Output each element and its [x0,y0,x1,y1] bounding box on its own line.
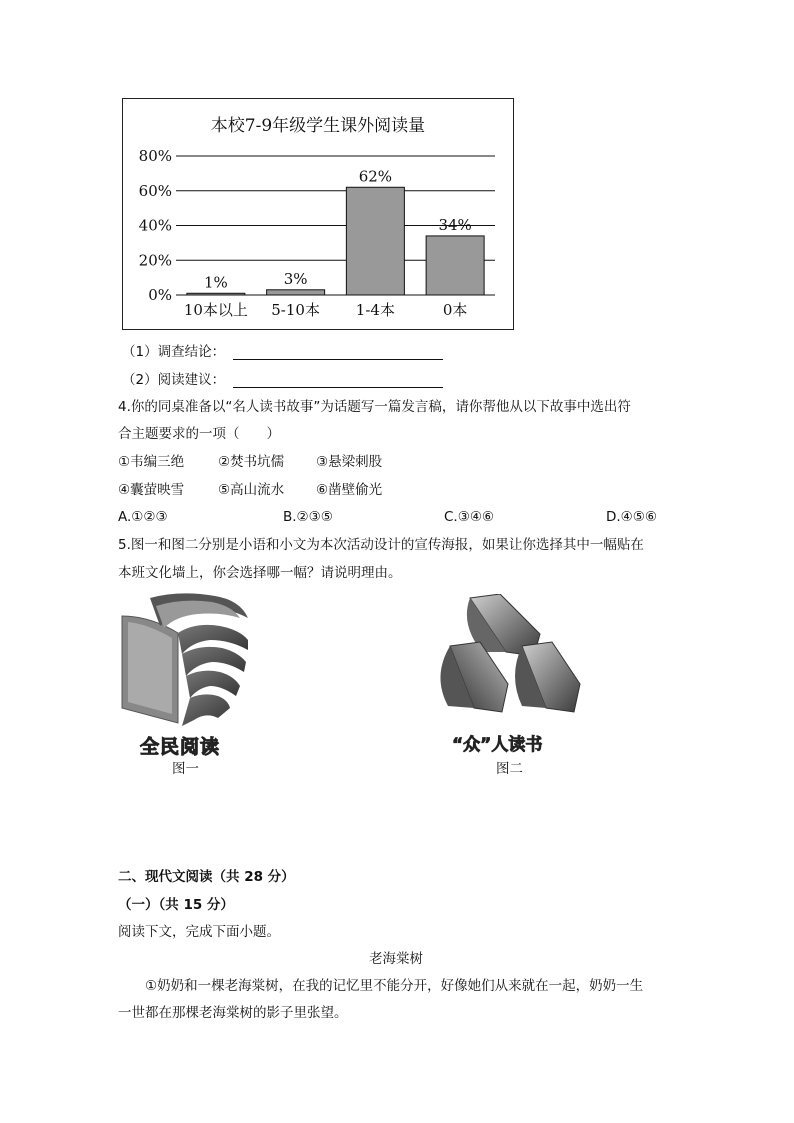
q5-stem-line2: 本班文化墙上，你会选择哪一幅？请说明理由。 [118,565,402,581]
q4-story-1: ①韦编三绝 [118,454,185,470]
q4-story-5: ⑤高山流水 [218,482,285,498]
y-tick-label: 40% [138,216,172,235]
section2-instruction: 阅读下文，完成下面小题。 [118,924,280,940]
y-tick-label: 80% [138,147,172,165]
x-category-label: 0本 [442,301,468,319]
bar-value-label: 3% [283,269,308,288]
q4-option-d[interactable]: D.④⑤⑥ [606,509,657,525]
section2-sub-heading: （一）（共 15 分） [118,897,234,913]
q4-story-6: ⑥凿壁偷光 [316,482,383,498]
y-tick-label: 0% [148,286,172,304]
poster-2 [430,594,590,759]
q4-stem-line2: 合主题要求的一项（ ） [118,426,280,442]
stacked-blocks-icon [430,594,585,719]
article-para1-line1-text: ①奶奶和一棵老海棠树，在我的记忆里不能分开，好像她们从来就在一起，奶奶一生 [145,978,644,994]
y-tick-label: 20% [138,251,172,270]
x-category-label: 5-10本 [271,301,320,319]
bar-4 [426,236,484,295]
q4-stem-line1: 4.你的同桌准备以“名人读书故事”为话题写一篇发言稿，请你帮他从以下故事中选出符 [118,399,631,415]
q4-story-2: ②焚书坑儒 [218,454,285,470]
bar-chart-svg [123,99,512,328]
q4-option-c[interactable]: C.③④⑥ [444,509,495,525]
poster2-logo-text: “众”人读书 [452,735,543,755]
y-tick-label: 60% [138,181,172,200]
poster1-caption: 图一 [172,761,199,777]
reading-survey-chart [122,98,514,330]
bar-value-label: 34% [438,215,472,234]
article-title: 老海棠树 [369,951,423,967]
q3-item2-answer-blank[interactable] [233,373,443,388]
open-book-hand-icon [120,588,250,728]
q3-item2-label: （2）阅读建议： [122,372,226,388]
x-category-label: 1-4本 [355,301,395,319]
poster1-logo-text: 全民阅读 [140,736,221,758]
q3-item-2 [122,370,443,390]
article-para1-line1 [118,976,643,996]
q4-option-a[interactable]: A.①②③ [118,509,168,525]
x-category-label: 10本以上 [183,301,248,319]
bar-3 [346,187,404,295]
bar-value-label: 1% [203,273,228,292]
poster2-caption: 图二 [496,761,523,777]
q5-stem-line1: 5.图一和图二分别是小语和小文为本次活动设计的宣传海报，如果让你选择其中一幅贴在 [118,537,644,553]
article-para1-line2: 一世都在那棵老海棠树的影子里张望。 [118,1005,348,1021]
q4-story-3: ③悬梁刺股 [316,454,383,470]
q3-item1-label: （1）调查结论： [122,344,226,360]
q4-story-4: ④囊萤映雪 [118,482,185,498]
bar-2 [267,290,325,295]
bar-1 [187,293,245,295]
q3-item-1 [122,342,443,362]
q3-item1-answer-blank[interactable] [233,345,443,360]
bar-value-label: 62% [358,167,393,186]
poster-1 [120,588,250,758]
chart-title: 本校7-9年级学生课外阅读量 [210,116,426,136]
q4-option-b[interactable]: B.②③⑤ [283,509,333,525]
section2-heading: 二、现代文阅读（共 28 分） [118,869,295,885]
